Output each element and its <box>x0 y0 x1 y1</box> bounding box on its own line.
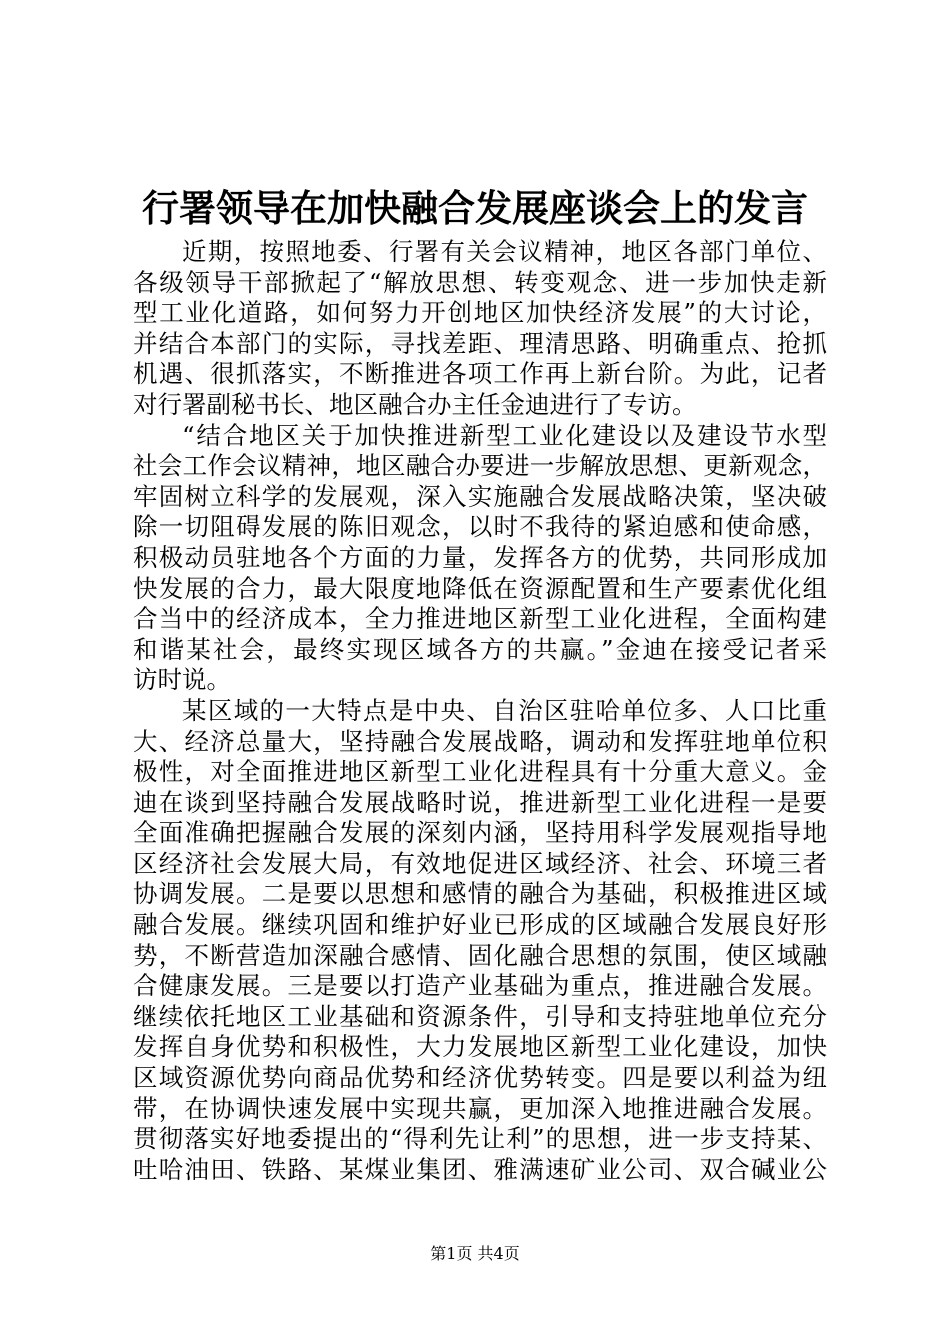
text-line: 并结合本部门的实际，寻找差距、理清思路、明确重点、抢抓 <box>133 328 827 358</box>
text-line: 带，在协调快速发展中实现共赢，更加深入地推进融合发展。 <box>133 1093 827 1123</box>
text-line: 迪在谈到坚持融合发展战略时说，推进新型工业化进程一是要 <box>133 787 827 817</box>
text-line: 除一切阻碍发展的陈旧观念，以时不我待的紧迫感和使命感， <box>133 512 827 542</box>
text-line: 积极动员驻地各个方面的力量，发挥各方的优势，共同形成加 <box>133 542 827 572</box>
text-line: 发挥自身优势和积极性，大力发展地区新型工业化建设，加快 <box>133 1032 827 1062</box>
text-line: 区域资源优势向商品优势和经济优势转变。四是要以利益为纽 <box>133 1063 827 1093</box>
paragraph-3 <box>133 696 827 1186</box>
text-line: 区经济社会发展大局，有效地促进区域经济、社会、环境三者 <box>133 848 827 878</box>
text-line: 快发展的合力，最大限度地降低在资源配置和生产要素优化组 <box>133 573 827 603</box>
document-title: 行署领导在加快融合发展座谈会上的发言 <box>142 186 808 230</box>
text-line: 融合发展。继续巩固和维护好业已形成的区域融合发展良好形 <box>133 910 827 940</box>
paragraph-2 <box>133 421 827 696</box>
text-line: 对行署副秘书长、地区融合办主任金迪进行了专访。 <box>133 389 697 419</box>
text-line: 协调发展。二是要以思想和感情的融合为基础，积极推进区域 <box>133 879 827 909</box>
text-line: 大、经济总量大，坚持融合发展战略，调动和发挥驻地单位积 <box>133 726 827 756</box>
text-line: 近期，按照地委、行署有关会议精神，地区各部门单位、 <box>182 237 827 266</box>
text-line: 某区域的一大特点是中央、自治区驻哈单位多、人口比重 <box>182 695 827 725</box>
text-line: 合健康发展。三是要以打造产业基础为重点，推进融合发展。 <box>133 971 827 1001</box>
text-line: 继续依托地区工业基础和资源条件，引导和支持驻地单位充分 <box>133 1001 827 1031</box>
text-line: 各级领导干部掀起了“解放思想、转变观念、进一步加快走新 <box>133 267 827 297</box>
document-body <box>133 237 827 1185</box>
text-line: “结合地区关于加快推进新型工业化建设以及建设节水型 <box>182 420 827 450</box>
text-line: 贯彻落实好地委提出的“得利先让利”的思想，进一步支持某、 <box>133 1124 827 1154</box>
text-line: 极性，对全面推进地区新型工业化进程具有十分重大意义。金 <box>133 757 827 787</box>
text-line: 合当中的经济成本，全力推进地区新型工业化进程，全面构建 <box>133 604 827 634</box>
text-line: 访时说。 <box>133 665 231 695</box>
text-line: 全面准确把握融合发展的深刻内涵，坚持用科学发展观指导地 <box>133 818 827 848</box>
text-line: 和谐某社会，最终实现区域各方的共赢。”金迪在接受记者采 <box>133 634 827 664</box>
paragraph-1 <box>133 237 827 421</box>
page-number-footer: 第1页 共4页 <box>430 1244 520 1263</box>
text-line: 牢固树立科学的发展观，深入实施融合发展战略决策，坚决破 <box>133 481 827 511</box>
text-line: 社会工作会议精神，地区融合办要进一步解放思想、更新观念， <box>133 451 827 481</box>
text-line: 型工业化道路，如何努力开创地区加快经济发展”的大讨论， <box>133 298 827 328</box>
text-line: 吐哈油田、铁路、某煤业集团、雅满速矿业公司、双合碱业公 <box>133 1154 827 1184</box>
text-line: 机遇、很抓落实，不断推进各项工作再上新台阶。为此，记者 <box>133 359 827 389</box>
text-line: 势，不断营造加深融合感情、固化融合思想的氛围，使区域融 <box>133 940 827 970</box>
